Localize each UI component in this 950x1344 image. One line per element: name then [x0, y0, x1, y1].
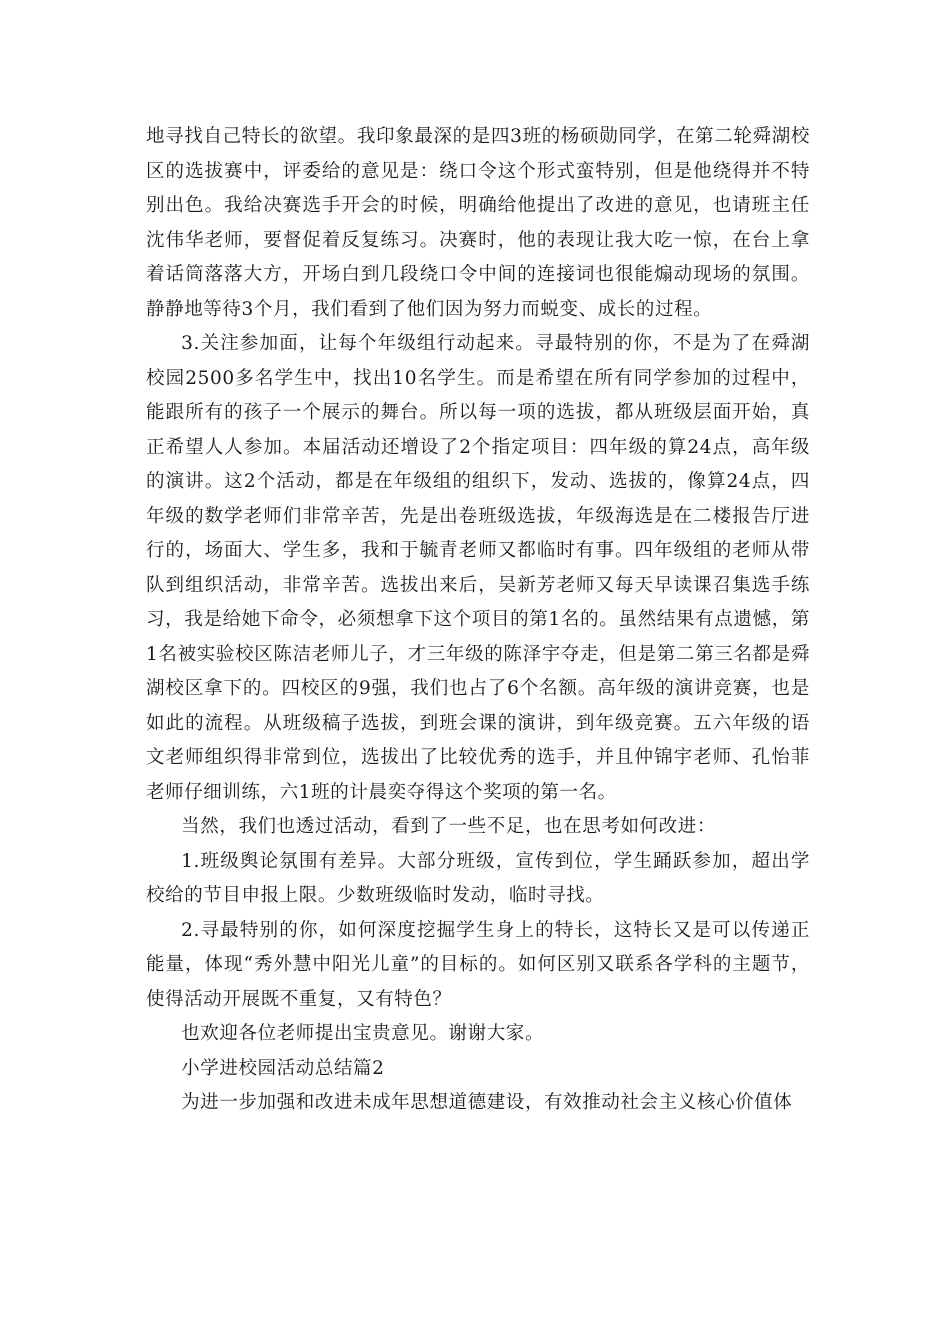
document-body	[146, 120, 810, 1121]
paragraph-closing: 也欢迎各位老师提出宝贵意见。谢谢大家。	[181, 1023, 545, 1044]
paragraph-shortcoming-1: 1.班级舆论氛围有差异。大部分班级，宣传到位，学生踊跃参加，超出学校给的节目申报上限。少数班级临时发动，临时寻找。	[146, 850, 810, 906]
paragraph-section2-intro: 为进一步加强和改进未成年思想道德建设，有效推动社会主义核心价值体	[181, 1092, 793, 1113]
section-heading: 小学进校园活动总结篇2	[181, 1057, 385, 1079]
paragraph-point-3: 3.关注参加面，让每个年级组行动起来。寻最特别的你，不是为了在舜湖校园2500多名学生中，找出10名学生。而是希望在所有同学参加的过程中，能跟所有的孩子一个展示的舞台。所以每一项的选拔，都从班级层面开始，真正希望人人参加。本届活动还增设了2个指定项目：四年级的算24点，高年级的演讲。这2个活动，都是在年级组的组织下，发动、选拔的，像算24点，四年级的数学老师们非常辛苦，先是出卷班级选拔，年级海选是在二楼报告厅进行的，场面大、学生多，我和于毓青老师又都临时有事。四年级组的老师从带队到组织活动，非常辛苦。选拔出来后，吴新芳老师又每天早读课召集选手练习，我是给她下命令，必须想拿下这个项目的第1名的。虽然结果有点遗憾，第1名被实验校区陈洁老师儿子，才三年级的陈泽宇夺走，但是第二第三名都是舜湖校区拿下的。四校区的9强，我们也占了6个名额。高年级的演讲竞赛，也是如此的流程。从班级稿子选拔，到班会课的演讲，到年级竞赛。五六年级的语文老师组织得非常到位，选拔出了比较优秀的选手，并且仲锦宇老师、孔怡菲老师仔细训练，六1班的计晨奕夺得这个奖项的第一名。	[146, 333, 810, 803]
paragraph-continuation: 地寻找自己特长的欲望。我印象最深的是四3班的杨硕勋同学，在第二轮舜湖校区的选拔赛中，评委给的意见是：绕口令这个形式蛮特别，但是他绕得并不特别出色。我给决赛选手开会的时候，明确给他提出了改进的意见，也请班主任沈伟华老师，要督促着反复练习。决赛时，他的表现让我大吃一惊，在台上拿着话筒落落大方，开场白到几段绕口令中间的连接词也很能煽动现场的氛围。静静地等待3个月，我们看到了他们因为努力而蜕变、成长的过程。	[146, 126, 810, 320]
paragraph-shortcomings-intro: 当然，我们也透过活动，看到了一些不足，也在思考如何改进：	[181, 816, 716, 837]
paragraph-shortcoming-2: 2.寻最特别的你，如何深度挖掘学生身上的特长，这特长又是可以传递正能量，体现“秀外慧中阳光儿童”的目标的。如何区别又联系各学科的主题节，使得活动开展既不重复，又有特色？	[146, 919, 810, 1010]
